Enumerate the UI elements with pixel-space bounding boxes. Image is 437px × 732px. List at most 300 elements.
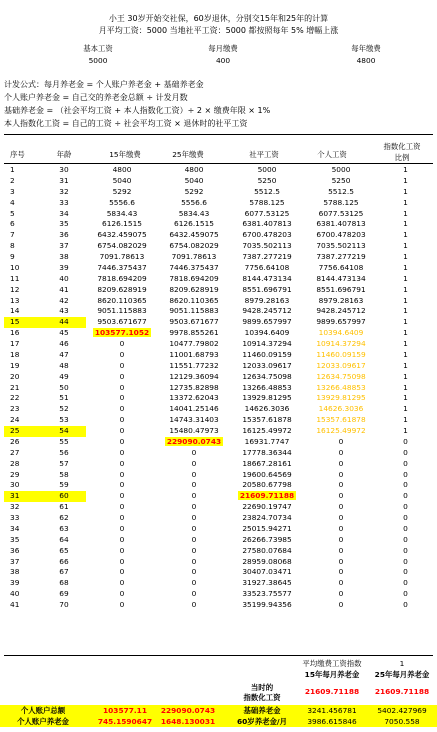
cell-index-ratio: 1 <box>403 415 408 425</box>
cell-25y: 11001.68793 <box>169 349 219 359</box>
cell-age: 62 <box>59 513 69 522</box>
param-label-yearly: 每年缴费 <box>351 44 381 53</box>
cell-social-wage: 35199.94356 <box>242 600 292 609</box>
cell-index-ratio: 0 <box>403 436 408 446</box>
cell-index: 38 <box>10 567 20 577</box>
retire-wage-label-2: 指数化工资 <box>243 693 281 702</box>
cell-age: 33 <box>59 197 69 207</box>
cell-index: 1 <box>10 165 15 174</box>
table-row <box>4 567 433 578</box>
cell-index-ratio: 0 <box>403 480 408 490</box>
cell-personal-wage: 10394.6409 <box>318 328 364 338</box>
monthly-pension-25y: 7050.558 <box>384 717 420 726</box>
cell-personal-wage: 10914.37294 <box>316 339 366 348</box>
cell-social-wage: 16931.7747 <box>244 436 290 446</box>
cell-social-wage: 20580.67798 <box>242 480 292 490</box>
cell-index: 33 <box>10 513 20 522</box>
table-row <box>4 470 433 481</box>
cell-personal-wage: 0 <box>338 469 344 479</box>
cell-15y: 0 <box>119 491 125 501</box>
cell-15y: 5292 <box>112 186 132 196</box>
cell-index-ratio: 0 <box>403 534 408 544</box>
cell-index: 17 <box>10 339 20 348</box>
cell-index: 15 <box>4 317 42 328</box>
basic-pension-15y: 3241.456781 <box>307 706 357 715</box>
cell-personal-wage: 0 <box>338 534 344 544</box>
cell-age: 52 <box>59 404 69 414</box>
cell-social-wage: 13266.48853 <box>242 382 292 392</box>
cell-index-ratio: 0 <box>403 491 408 501</box>
cell-15y: 5556.6 <box>109 197 135 207</box>
cell-15y: 0 <box>119 545 125 555</box>
account-total-15y: 103577.11 <box>103 706 147 715</box>
cell-index-ratio: 1 <box>403 241 408 251</box>
cell-personal-wage: 7035.502113 <box>316 241 366 251</box>
cell-25y: 11551.77232 <box>169 360 219 370</box>
title-line-2: 月平均工资：5000 当地社平工资：5000 都按照每年 5% 增幅上涨 <box>98 26 339 35</box>
cell-personal-wage: 0 <box>338 436 344 446</box>
table-row <box>4 480 433 491</box>
cell-25y: 8620.110365 <box>169 295 219 305</box>
cell-index: 2 <box>10 175 15 185</box>
cell-index: 36 <box>10 545 20 555</box>
table-row <box>4 241 433 252</box>
table-row <box>4 209 433 220</box>
table-row <box>4 491 433 502</box>
cell-25y: 0 <box>191 491 197 501</box>
cell-index-ratio: 0 <box>403 513 408 522</box>
table-row <box>4 383 433 394</box>
table-row <box>4 589 433 600</box>
cell-social-wage: 10914.37294 <box>242 339 292 348</box>
cell-25y: 7091.78613 <box>171 252 217 261</box>
cell-personal-wage: 6700.478203 <box>316 230 366 240</box>
table-row <box>4 524 433 535</box>
cell-age: 38 <box>59 252 69 261</box>
cell-social-wage: 15357.61878 <box>242 415 292 425</box>
cell-age: 67 <box>59 567 69 577</box>
table-row <box>4 165 433 176</box>
cell-15y: 0 <box>119 404 125 414</box>
cell-index: 14 <box>10 306 20 316</box>
basic-pension-25y: 5402.427969 <box>377 706 427 715</box>
table-row <box>4 535 433 546</box>
cell-age: 53 <box>59 415 69 425</box>
cell-personal-wage: 14626.3036 <box>318 404 364 414</box>
cell-age: 47 <box>59 349 69 359</box>
cell-15y: 8209.628919 <box>97 284 147 294</box>
cell-25y: 0 <box>191 513 197 522</box>
cell-25y: 12735.82898 <box>169 382 219 392</box>
cell-age: 30 <box>59 165 69 174</box>
cell-index: 29 <box>10 469 20 479</box>
table-row <box>4 285 433 296</box>
cell-index: 41 <box>10 600 20 609</box>
account-total-label: 个人账户总额 <box>20 706 66 715</box>
cell-personal-wage: 5788.125 <box>323 197 359 207</box>
cell-25y: 0 <box>191 556 197 566</box>
cell-25y: 0 <box>191 469 197 479</box>
cell-age: 40 <box>59 273 69 283</box>
cell-personal-wage: 12033.09617 <box>316 360 366 370</box>
col-header-index: 序号 <box>10 150 25 159</box>
cell-social-wage: 16125.49972 <box>242 426 292 435</box>
cell-15y <box>86 328 158 339</box>
cell-social-wage: 33523.75577 <box>242 589 292 599</box>
cell-social-wage: 9428.245712 <box>242 306 292 316</box>
cell-15y: 6432.459075 <box>97 230 147 240</box>
cell-index: 32 <box>10 502 20 512</box>
table-row <box>4 187 433 198</box>
header-top-rule <box>4 134 433 135</box>
cell-social-wage: 25015.94271 <box>242 523 292 533</box>
cell-social-wage: 5250 <box>257 175 277 185</box>
cell-15y: 0 <box>119 534 125 544</box>
cell-25y: 5556.6 <box>181 197 207 207</box>
param-label-monthly: 每月缴费 <box>208 44 238 53</box>
cell-age: 34 <box>59 208 69 218</box>
cell-personal-wage: 8979.28163 <box>318 295 364 305</box>
cell-index: 27 <box>10 447 20 457</box>
cell-age: 31 <box>59 175 69 185</box>
cell-age: 59 <box>59 480 69 490</box>
cell-15y: 0 <box>119 371 125 381</box>
basic-pension-label: 基础养老金 <box>243 706 281 715</box>
account-pension-15y: 745.1590647 <box>97 717 153 726</box>
cell-social-wage: 7387.277219 <box>242 252 292 261</box>
cell-personal-wage: 0 <box>338 513 344 522</box>
cell-personal-wage: 0 <box>338 523 344 533</box>
cell-index: 3 <box>10 186 15 196</box>
table-row <box>4 198 433 209</box>
cell-age: 65 <box>59 545 69 555</box>
cell-age: 42 <box>59 295 69 305</box>
col-header-15y: 15年缴费 <box>109 150 141 159</box>
cell-25y: 13372.62043 <box>169 393 219 403</box>
table-row <box>4 393 433 404</box>
cell-personal-wage: 12634.75098 <box>316 371 366 381</box>
cell-index-ratio: 1 <box>403 426 408 435</box>
cell-25y: 7818.694209 <box>169 273 219 283</box>
cell-social-wage: 5512.5 <box>254 186 280 196</box>
retire-wage-25y: 21609.71188 <box>374 687 430 696</box>
cell-social-wage: 28959.08068 <box>242 556 292 566</box>
cell-index: 39 <box>10 578 20 588</box>
cell-15y: 7446.375437 <box>97 262 147 272</box>
cell-15y: 4800 <box>112 165 132 174</box>
cell-25y: 6432.459075 <box>169 230 219 240</box>
cell-index: 28 <box>10 458 20 468</box>
account-pension-label: 个人账户养老金 <box>17 717 69 726</box>
cell-index-ratio: 1 <box>403 175 408 185</box>
cell-index: 19 <box>10 360 20 370</box>
cell-25y: 9978.855261 <box>169 328 219 338</box>
cell-25y <box>158 437 230 448</box>
cell-social-wage: 22690.19747 <box>242 502 292 512</box>
cell-age: 54 <box>42 426 86 437</box>
col-header-social-wage: 社平工资 <box>249 150 279 159</box>
cell-index-ratio: 1 <box>403 339 408 348</box>
table-row <box>4 426 433 437</box>
cell-index-ratio: 1 <box>403 328 408 338</box>
cell-personal-wage: 7387.277219 <box>316 252 366 261</box>
cell-index-ratio: 0 <box>403 523 408 533</box>
cell-index: 12 <box>10 284 20 294</box>
cell-15y: 0 <box>119 567 125 577</box>
table-row <box>4 459 433 470</box>
cell-index-ratio: 1 <box>403 252 408 261</box>
cell-index-ratio: 1 <box>403 360 408 370</box>
cell-25y: 5040 <box>184 175 204 185</box>
cell-index-ratio: 0 <box>403 589 408 599</box>
cell-index: 22 <box>10 393 20 403</box>
cell-25y: 0 <box>191 458 197 468</box>
table-row <box>4 219 433 230</box>
cell-index: 34 <box>10 523 20 533</box>
cell-15y: 0 <box>119 415 125 425</box>
cell-25y: 6754.082029 <box>169 241 219 251</box>
cell-15y: 7818.694209 <box>97 273 147 283</box>
formula-line-4: 本人指数化工资 = 自己的工资 ÷ 社会平均工资 × 退休时的社平工资 <box>4 119 248 128</box>
cell-age: 69 <box>59 589 69 599</box>
cell-social-wage: 19600.64569 <box>242 469 292 479</box>
table-row <box>4 437 433 448</box>
table-row <box>4 502 433 513</box>
cell-index-ratio: 0 <box>403 578 408 588</box>
cell-25y: 5834.43 <box>178 208 210 218</box>
cell-index-ratio: 0 <box>403 567 408 577</box>
cell-personal-wage: 0 <box>338 567 344 577</box>
cell-25y: 12129.36094 <box>169 371 219 381</box>
cell-15y: 0 <box>119 578 125 588</box>
cell-15y: 0 <box>119 436 125 446</box>
cell-15y: 5834.43 <box>106 208 138 218</box>
cell-index: 37 <box>10 556 20 566</box>
cell-personal-wage: 6381.407813 <box>316 219 366 229</box>
cell-personal-wage: 0 <box>338 458 344 468</box>
cell-index-ratio: 1 <box>403 382 408 392</box>
cell-age: 32 <box>59 186 69 196</box>
formula-line-2: 个人账户养老金 = 自己交的养老金总额 ÷ 计发月数 <box>4 93 188 102</box>
cell-personal-wage: 7756.64108 <box>318 262 364 272</box>
header-bottom-rule <box>4 163 433 164</box>
col-15y-pension-label: 15年每月养老金 <box>304 670 360 679</box>
cell-social-wage: 14626.3036 <box>244 404 290 414</box>
retire-wage-label-1: 当时的 <box>250 683 274 692</box>
cell-age: 55 <box>59 436 69 446</box>
cell-personal-wage: 5000 <box>331 165 351 174</box>
cell-age: 49 <box>59 371 69 381</box>
cell-age: 46 <box>59 339 69 348</box>
cell-age: 43 <box>59 306 69 316</box>
cell-25y: 0 <box>191 447 197 457</box>
table-row <box>4 578 433 589</box>
cell-index-ratio: 1 <box>403 306 408 316</box>
cell-15y: 5040 <box>112 175 132 185</box>
cell-index-ratio: 1 <box>403 393 408 403</box>
col-header-25y: 25年缴费 <box>172 150 204 159</box>
param-value-monthly: 400 <box>215 56 231 65</box>
cell-personal-wage: 6077.53125 <box>318 208 364 218</box>
cell-25y: 6126.1515 <box>174 219 214 229</box>
cell-index: 20 <box>10 371 20 381</box>
cell-15y: 6754.082029 <box>97 241 147 251</box>
cell-personal-wage: 11460.09159 <box>316 349 366 359</box>
cell-index: 5 <box>10 208 15 218</box>
cell-15y: 8620.110365 <box>97 295 147 305</box>
table-row <box>4 176 433 187</box>
cell-social-wage: 7756.64108 <box>244 262 290 272</box>
data-table-body <box>4 165 433 611</box>
cell-age: 44 <box>42 317 86 328</box>
cell-index-ratio: 0 <box>403 447 408 457</box>
cell-index-ratio: 1 <box>403 219 408 229</box>
cell-25y: 15480.47973 <box>169 426 219 435</box>
cell-index: 11 <box>10 273 20 283</box>
table-row <box>4 274 433 285</box>
table-row <box>4 306 433 317</box>
cell-index: 7 <box>10 230 15 240</box>
cell-age: 58 <box>59 469 69 479</box>
cell-personal-wage: 5250 <box>331 175 351 185</box>
cell-15y: 0 <box>119 393 125 403</box>
cell-25y: 8209.628919 <box>169 284 219 294</box>
cell-25y: 10477.79802 <box>169 339 219 348</box>
table-row <box>4 600 433 611</box>
cell-index-ratio: 1 <box>403 317 408 327</box>
col-25y-pension-label: 25年每月养老金 <box>374 670 430 679</box>
cell-social-wage: 5788.125 <box>249 197 285 207</box>
cell-age: 51 <box>59 393 69 403</box>
table-row <box>4 317 433 328</box>
cell-age: 37 <box>59 241 69 251</box>
cell-25y: 0 <box>191 523 197 533</box>
cell-25y: 0 <box>191 534 197 544</box>
cell-index-ratio: 0 <box>403 545 408 555</box>
monthly-pension-label: 60岁养老金/月 <box>237 717 287 726</box>
table-row <box>4 404 433 415</box>
cell-personal-wage: 9899.657997 <box>316 317 366 327</box>
cell-personal-wage: 0 <box>338 556 344 566</box>
cell-index-ratio: 1 <box>403 349 408 359</box>
col-header-index-ratio-line1: 指数化工资 <box>383 142 421 151</box>
cell-index: 25 <box>4 426 42 437</box>
cell-index: 13 <box>10 295 20 305</box>
cell-15y: 7091.78613 <box>99 252 145 261</box>
cell-25y: 14743.31403 <box>169 415 219 425</box>
account-pension-25y: 1648.130031 <box>160 717 216 726</box>
cell-age: 68 <box>59 578 69 588</box>
avg-index-value: 1 <box>399 659 405 668</box>
cell-age: 41 <box>59 284 69 294</box>
cell-social-wage: 11460.09159 <box>242 349 292 359</box>
param-value-yearly: 4800 <box>356 56 376 65</box>
table-row <box>4 372 433 383</box>
cell-15y: 0 <box>119 556 125 566</box>
cell-25y: 9503.671677 <box>169 317 219 327</box>
cell-index: 10 <box>10 262 20 272</box>
table-row <box>4 296 433 307</box>
cell-25y: 0 <box>191 589 197 599</box>
cell-age: 45 <box>59 328 69 338</box>
cell-15y: 9051.115883 <box>97 306 147 316</box>
cell-index-ratio: 0 <box>403 469 408 479</box>
cell-index: 31 <box>4 491 42 502</box>
cell-social-wage: 6381.407813 <box>242 219 292 229</box>
cell-15y: 0 <box>119 502 125 512</box>
cell-personal-wage: 5512.5 <box>328 186 354 196</box>
cell-personal-wage: 13929.81295 <box>316 393 366 403</box>
cell-15y: 0 <box>119 600 125 609</box>
cell-personal-wage: 0 <box>338 480 344 490</box>
cell-age: 36 <box>59 230 69 240</box>
cell-index: 18 <box>10 349 20 359</box>
cell-age: 56 <box>59 447 69 457</box>
cell-15y: 0 <box>119 426 125 435</box>
col-header-age: 年龄 <box>56 150 72 159</box>
cell-personal-wage: 0 <box>338 545 344 555</box>
cell-age: 35 <box>59 219 69 229</box>
cell-social-wage: 8551.696791 <box>242 284 292 294</box>
cell-15y: 0 <box>119 360 125 370</box>
cell-index: 24 <box>10 415 20 425</box>
total-15y-highlight: 103577.1052 <box>94 328 150 338</box>
cell-index-ratio: 1 <box>403 262 408 272</box>
table-row <box>4 339 433 350</box>
cell-social-wage: 10394.6409 <box>244 328 290 338</box>
table-row <box>4 263 433 274</box>
cell-index-ratio: 1 <box>403 295 408 305</box>
cell-age: 66 <box>59 556 69 566</box>
formula-line-1: 计发公式：每月养老金 = 个人账户养老金 + 基础养老金 <box>4 80 204 89</box>
col-header-personal-wage: 个人工资 <box>317 150 347 159</box>
cell-index: 35 <box>10 534 20 544</box>
cell-15y: 0 <box>119 589 125 599</box>
cell-index: 30 <box>10 480 20 490</box>
cell-index: 8 <box>10 241 15 251</box>
cell-25y: 14041.25146 <box>169 404 219 414</box>
table-row <box>4 350 433 361</box>
cell-index-ratio: 1 <box>403 165 408 174</box>
cell-index: 4 <box>10 197 15 207</box>
formula-line-3: 基础养老金 = （社会平均工资 + 本人指数化工资）÷ 2 × 缴费年限 × 1% <box>4 106 271 115</box>
cell-25y: 5292 <box>184 186 204 196</box>
table-row <box>4 328 433 339</box>
cell-social-wage: 17778.36344 <box>242 447 292 457</box>
cell-social-wage: 8979.28163 <box>244 295 290 305</box>
cell-personal-wage: 0 <box>338 589 344 599</box>
cell-index: 23 <box>10 404 20 414</box>
cell-age: 70 <box>59 600 69 609</box>
cell-social-wage: 31927.38645 <box>242 578 292 588</box>
cell-index-ratio: 0 <box>403 502 408 512</box>
monthly-pension-15y: 3986.615846 <box>307 717 357 726</box>
cell-index-ratio: 0 <box>403 600 408 609</box>
cell-25y: 9051.115883 <box>169 306 219 316</box>
table-row <box>4 557 433 568</box>
account-total-25y: 229090.0743 <box>160 706 216 715</box>
cell-25y: 0 <box>191 502 197 512</box>
cell-age: 39 <box>59 262 69 272</box>
title-line-1: 小王 30岁开始交社保，60岁退休，分别交15年和25年的计算 <box>108 14 329 23</box>
cell-social-wage: 18667.28161 <box>242 458 292 468</box>
cell-social-wage <box>230 491 304 502</box>
table-row <box>4 415 433 426</box>
cell-index-ratio: 0 <box>403 556 408 566</box>
table-row <box>4 513 433 524</box>
cell-social-wage: 23824.70734 <box>242 513 292 522</box>
cell-social-wage: 9899.657997 <box>242 317 292 327</box>
